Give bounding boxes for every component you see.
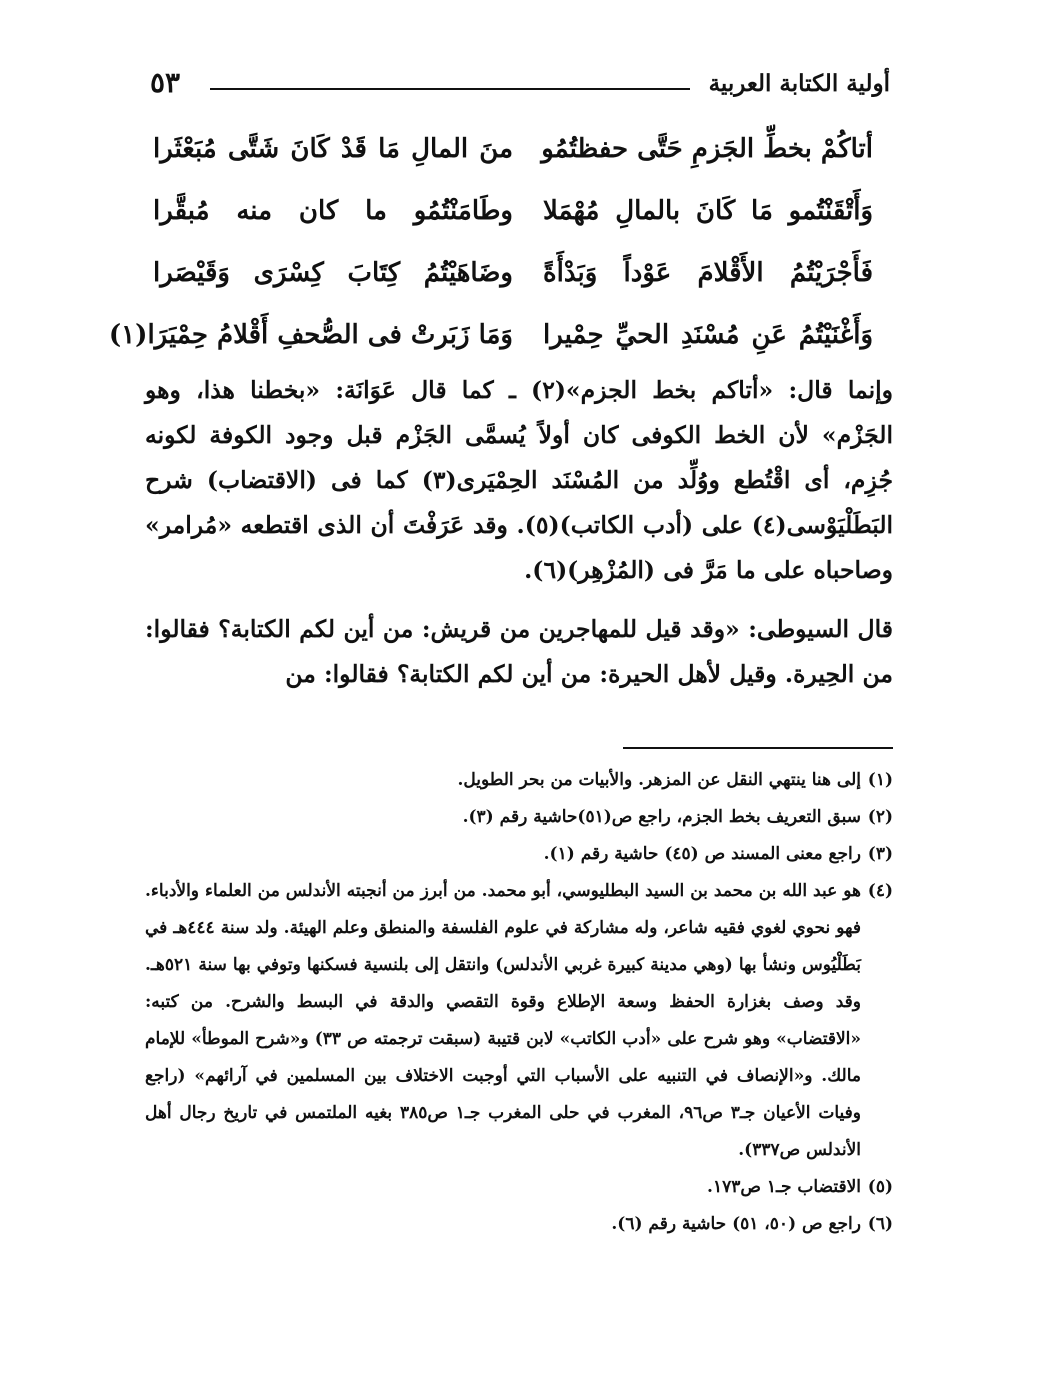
footnotes <box>145 762 893 1243</box>
running-header <box>150 66 890 106</box>
footnote <box>145 1169 893 1206</box>
body-text <box>145 368 893 697</box>
footnote-number: (٦) <box>867 1214 893 1234</box>
paragraph: وإنما قال: «أتاكم بخط الجزم»(٢) ـ كما قال عَوَانَة: «بخطنا هذا، وهو الجَزْم» لأن الخط الكوفى كان أولاً يُسمَّى الجَزْم قبل وجود الكوفة لكونه جُزِم، أى اقْتُطع ووُلِّد من المُسْنَد الحِمْيَرى(٣) كما فى (الاقتضاب) شرح البَطَلْيَوْسى(٤) على (أدب الكاتب)(٥). وقد عَرَفْتَ أن الذى اقتطعه «مُرامر» وصاحباه على ما مَرَّ فى (المُزْهِر)(٦). <box>145 376 894 584</box>
footnote <box>145 762 893 799</box>
footnote <box>145 799 893 836</box>
verse-second-hemistich: وطَامَنْتُمُو ما كان منه مُبقَّرا <box>153 196 513 226</box>
verse-line <box>153 242 873 304</box>
verse-first-hemistich: فَأَجْرَيْتُمُ الأَقْلامَ عَوْداً وَبَدْأَةً <box>543 258 873 288</box>
footnote-number: (٤) <box>867 881 893 901</box>
verse-second-hemistich: منَ المالِ مَا قَدْ كَانَ شَتَّى مُبَعْثَرا <box>153 134 513 164</box>
footnote-text: إلى هنا ينتهي النقل عن المزهر. والأبيات من بحر الطويل. <box>457 770 861 790</box>
footnote-number: (١) <box>867 770 893 790</box>
footnote <box>145 873 893 1169</box>
verse-first-hemistich: وَأَغْنَيْتُمُ عَنِ مُسْنَدِ الحيِّ حِمْيرا <box>543 320 873 350</box>
footnote-number: (٣) <box>867 844 893 864</box>
poem-verses <box>108 118 873 366</box>
verse-second-hemistich: وضَاهَيْتُمُ كِتَابَ كِسْرَى وَقَيْصَرا <box>153 258 513 288</box>
running-title: أولية الكتابة العربية <box>708 70 890 97</box>
footnote-number: (٥) <box>867 1177 893 1197</box>
page-number: ٥٣ <box>150 66 181 99</box>
header-rule <box>210 88 690 90</box>
footnote-text: سبق التعريف بخط الجزم، راجع ص(٥١)حاشية رقم (٣). <box>462 807 861 827</box>
verse-line <box>108 304 873 366</box>
footnote-text: راجع معنى المسند ص (٤٥) حاشية رقم (١). <box>543 844 861 864</box>
footnote <box>145 836 893 873</box>
verse-second-hemistich: وَمَا زَبَرتْ فى الصُّحفِ أَقْلامُ حِمْيَرَا(١) <box>108 320 513 350</box>
footnote-number: (٢) <box>867 807 893 827</box>
verse-first-hemistich: وَأَتْقَنْتُمو مَا كَانَ بالمالِ مُهْمَلا <box>543 196 873 226</box>
footnote-text: راجع ص (٥٠، ٥١) حاشية رقم (٦). <box>611 1214 861 1234</box>
paragraph: قال السيوطى: «وقد قيل للمهاجرين من قريش: من أين لكم الكتابة؟ فقالوا: من الحِيرة. وقيل لأهل الحيرة: من أين لكم الكتابة؟ فقالوا: من <box>145 615 893 688</box>
footnote-text: الاقتضاب جـ١ ص١٧٣. <box>707 1177 861 1197</box>
verse-first-hemistich: أتاكُمْ بخطِّ الجَزمِ حَتَّى حفظتُمُو <box>541 134 873 164</box>
verse-line <box>153 180 873 242</box>
footnote <box>145 1206 893 1243</box>
verse-line <box>153 118 873 180</box>
footnote-text: هو عبد الله بن محمد بن السيد البطليوسي، أبو محمد. من أبرز من أنجبته الأندلس من العلماء والأدباء. فهو نحوي لغوي فقيه شاعر، وله مشاركة في علوم الفلسفة والمنطق وعلم الهيئة. ولد سنة ٤٤٤هـ في بَطَلْيُوس ونشأ بها (وهي مدينة كبيرة غربي الأندلس) وانتقل إلى بلنسية فسكنها وتوفي بها سنة ٥٢١هـ. وقد وصف بغزارة الحفظ وسعة الإطلاع وقوة التقصي والدقة في البسط والشرح. من كتبه: «الاقتضاب» وهو شرح على «أدب الكاتب» لابن قتيبة (سبقت ترجمته ص ٣٣) و«شرح الموطأ» للإمام مالك. و«الإنصاف في التنبيه على الأسباب التي أوجبت الاختلاف بين المسلمين في آرائهم» (راجع وفيات الأعيان جـ٣ ص٩٦، المغرب في حلى المغرب جـ١ ص٣٨٥ بغيه الملتمس في تاريخ رجال أهل الأندلس ص٣٣٧). <box>145 881 861 1160</box>
footnote-separator <box>623 747 893 749</box>
